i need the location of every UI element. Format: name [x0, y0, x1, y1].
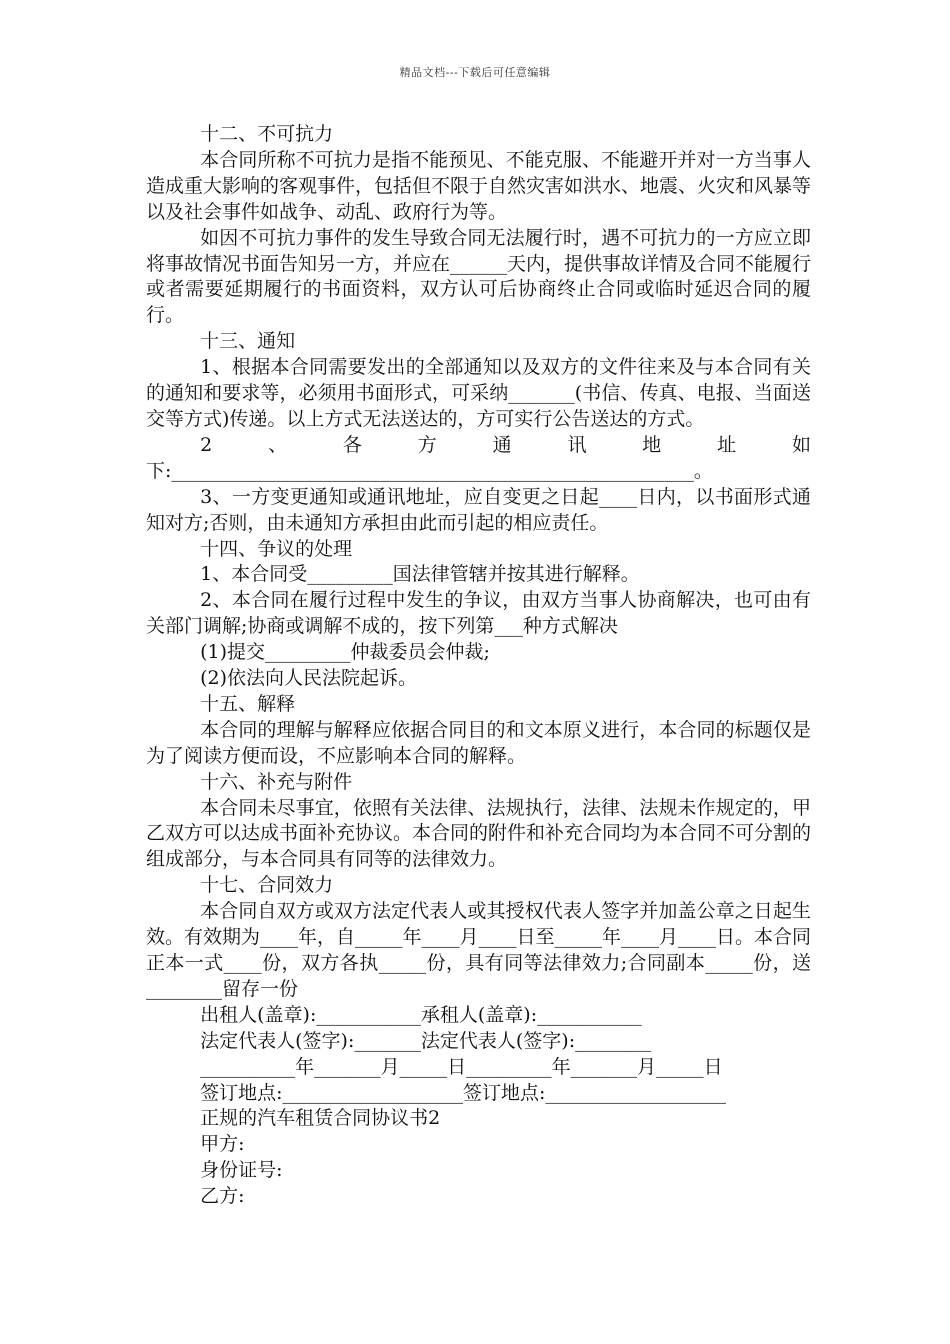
- section-heading: 十三、通知: [200, 330, 296, 353]
- paragraph: 本合同自双方或双方法定代表人或其授权代表人签字并加盖公章之日起生效。有效期为____年，自_____年____月____日至_____年____月____日。本合同正本一式____份，双方各执_____份，具有同等法律效力;合同副本_____份，送________留存一份: [146, 900, 812, 1000]
- id-number-label: 身份证号:: [200, 1159, 283, 1182]
- section-heading: 十二、不可抗力: [200, 123, 334, 145]
- paragraph: 2、各方通讯地址如下:_______________________________________________________。: [146, 433, 811, 482]
- paragraph: (2)依法向人民法院起诉。: [200, 667, 418, 690]
- section-heading: 十四、争议的处理: [200, 537, 353, 560]
- paragraph: (1)提交_________仲裁委员会仲裁;: [200, 641, 490, 664]
- paragraph: 本合同未尽事宜，依照有关法律、法规执行，法律、法规未作规定的，甲乙双方可以达成书面补充协议。本合同的附件和补充合同均为本合同不可分割的组成部分，与本合同具有同等的法律效力。: [146, 796, 812, 871]
- section-heading: 十五、解释: [200, 692, 296, 715]
- party-a-label: 甲方:: [200, 1133, 245, 1156]
- section-heading: 十六、补充与附件: [200, 770, 353, 793]
- next-document-title: 正规的汽车租赁合同协议书2: [200, 1107, 441, 1130]
- paragraph: 3、一方变更通知或通讯地址，应自变更之日起____日内，以书面形式通知对方;否则，由未通知方承担由此而引起的相应责任。: [146, 485, 811, 534]
- signature-line-seal: 出租人(盖章):___________承租人(盖章):___________: [200, 1003, 642, 1026]
- paragraph: 如因不可抗力事件的发生导致合同无法履行时，遇不可抗力的一方应立即将事故情况书面告知另一方，并应在______天内，提供事故详情及合同不能履行或者需要延期履行的书面资料，双方认可后协商终止合同或临时延迟合同的履行。: [146, 226, 812, 327]
- page-header: 精品文档---下载后可任意编辑: [399, 66, 551, 79]
- section-heading: 十七、合同效力: [200, 874, 334, 897]
- document-body: [146, 122, 811, 1210]
- paragraph: 本合同所称不可抗力是指不能预见、不能克服、不能避开并对一方当事人造成重大影响的客观事件，包括但不限于自然灾害如洪水、地震、火灾和风暴等以及社会事件如战争、动乱、政府行为等。: [146, 148, 812, 223]
- party-b-label: 乙方:: [200, 1185, 245, 1208]
- signature-line-place: 签订地点:___________________签订地点:___________________: [200, 1081, 726, 1104]
- paragraph: 2、本合同在履行过程中发生的争议，由双方当事人协商解决，也可由有关部门调解;协商或调解不成的，按下列第___种方式解决: [146, 589, 811, 638]
- signature-line-date: __________年_______月_____日_________年_______月_____日: [200, 1055, 723, 1078]
- paragraph: 本合同的理解与解释应依据合同目的和文本原义进行，本合同的标题仅是为了阅读方便而设，不应影响本合同的解释。: [146, 718, 811, 767]
- paragraph: 1、本合同受_________国法律管辖并按其进行解释。: [200, 563, 640, 586]
- signature-line-representative: 法定代表人(签字):_______法定代表人(签字):________: [200, 1029, 652, 1052]
- paragraph: 1、根据本合同需要发出的全部通知以及双方的文件往来及与本合同有关的通知和要求等，必须用书面形式，可采纳_______(书信、传真、电报、当面送交等方式)传递。以上方式无法送达的，方可实行公告送达的方式。: [146, 356, 811, 430]
